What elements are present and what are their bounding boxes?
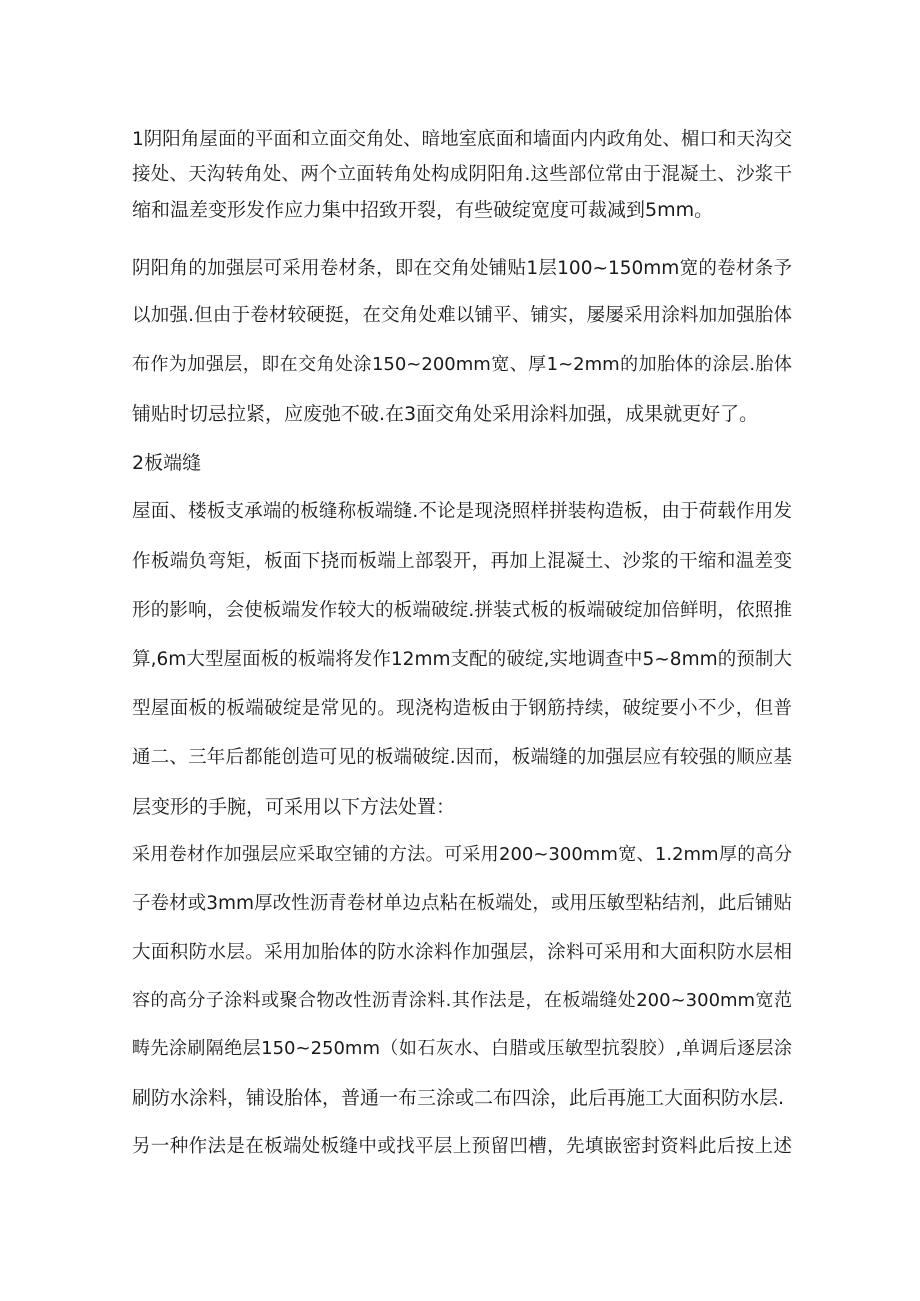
paragraph-1-line-3: 缩和温差变形发作应力集中招致开裂，有些破绽宽度可裁减到5mm。 xyxy=(132,199,714,221)
paragraph-1-line-2: 接处、天沟转角处、两个立面转角处构成阴阳角.这些部位常由于混凝土、沙浆干 xyxy=(132,164,792,185)
paragraph-4-line-2: 子卷材或3mm厚改性沥青卷材单边点粘在板端处，或用压敏型粘结剂，此后铺贴 xyxy=(132,893,792,914)
paragraph-4-line-5: 畴先涂刷隔绝层150~250mm（如石灰水、白腊或压敏型抗裂胶）,单调后逐层涂 xyxy=(132,1038,792,1059)
paragraph-3-line-4: 算,6m大型屋面板的板端将发作12mm支配的破绽,实地调查中5~8mm的预制大 xyxy=(132,649,792,670)
paragraph-2-line-2: 以加强.但由于卷材较硬挺，在交角处难以铺平、铺实，屡屡采用涂料加加强胎体 xyxy=(132,305,792,326)
paragraph-4-line-6: 刷防水涂料，铺设胎体，普通一布三涂或二布四涂，此后再施工大面积防水层. xyxy=(132,1087,785,1109)
paragraph-3-line-2: 作板端负弯矩，板面下挠而板端上部裂开，再加上混凝土、沙浆的干缩和温差变 xyxy=(132,551,792,572)
paragraph-4-line-3: 大面积防水层。采用加胎体的防水涂料作加强层，涂料可采用和大面积防水层相 xyxy=(132,942,792,963)
paragraph-4-line-1: 采用卷材作加强层应采取空铺的方法。可采用200~300mm宽、1.2mm厚的高分 xyxy=(132,844,792,865)
section-heading: 2板端缝 xyxy=(132,452,202,474)
paragraph-4-line-4: 容的高分子涂料或聚合物改性沥青涂料.其作法是，在板端缝处200~300mm宽范 xyxy=(132,990,792,1011)
paragraph-2-line-3: 布作为加强层，即在交角处涂150~200mm宽、厚1~2mm的加胎体的涂层.胎体 xyxy=(132,354,792,375)
paragraph-1-line-1: 1阴阳角屋面的平面和立面交角处、暗地室底面和墙面内内政角处、楣口和天沟交 xyxy=(132,129,792,150)
paragraph-3-line-6: 通二、三年后都能创造可见的板端破绽.因而，板端缝的加强层应有较强的顺应基 xyxy=(132,747,792,768)
paragraph-2-line-1: 阴阳角的加强层可采用卷材条，即在交角处铺贴1层100~150mm宽的卷材条予 xyxy=(132,258,792,279)
paragraph-2-line-4: 铺贴时切忌拉紧，应废弛不破.在3面交角处采用涂料加强，成果就更好了。 xyxy=(132,403,759,425)
paragraph-5-line-1: 另一种作法是在板端处板缝中或找平层上预留凹槽，先填嵌密封资料此后按上述 xyxy=(132,1136,792,1157)
paragraph-3-line-5: 型屋面板的板端破绽是常见的。现浇构造板由于钢筋持续，破绽要小不少，但普 xyxy=(132,698,792,719)
paragraph-3-line-3: 形的影响，会使板端发作较大的板端破绽.拼装式板的板端破绽加倍鲜明，依照推 xyxy=(132,600,792,621)
paragraph-3-line-7: 层变形的手腕，可采用以下方法处置： xyxy=(132,796,456,818)
paragraph-3-line-1: 屋面、楼板支承端的板缝称板端缝.不论是现浇照样拼装构造板，由于荷载作用发 xyxy=(132,501,792,522)
